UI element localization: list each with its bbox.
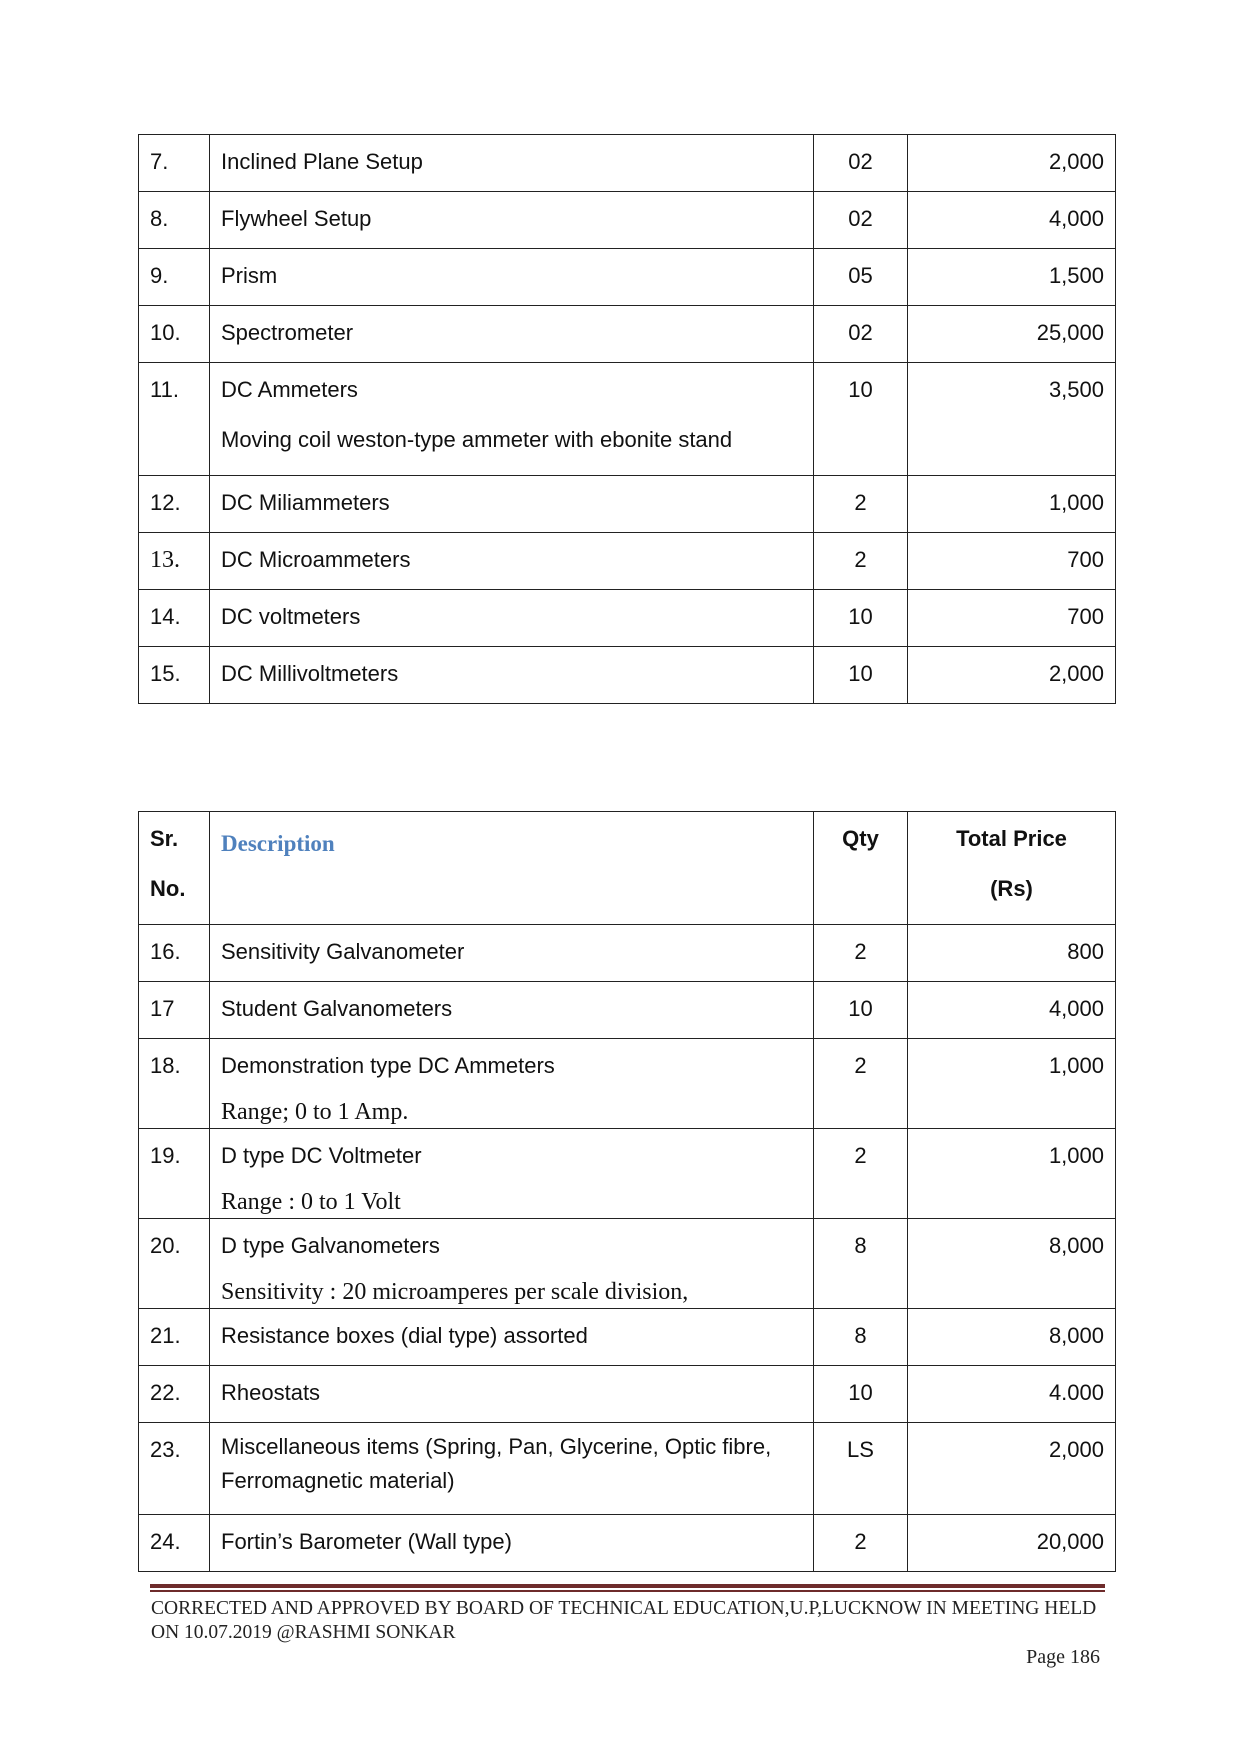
description-detail: Range : 0 to 1 Volt: [221, 1189, 401, 1215]
sr-cell: 21.: [139, 1309, 210, 1366]
price-cell: 4,000: [908, 982, 1116, 1039]
qty-cell: 10: [814, 590, 908, 647]
sr-cell: 11.: [139, 363, 210, 476]
header-sr-no: [139, 812, 210, 925]
table-row: [139, 1423, 1116, 1515]
qty-cell: 10: [814, 1366, 908, 1423]
table-row: [139, 1129, 1116, 1219]
description-title: D type Galvanometers: [221, 1233, 440, 1258]
description-cell: Rheostats: [210, 1366, 814, 1423]
qty-cell: 02: [814, 306, 908, 363]
page-number: Page 186: [1026, 1646, 1100, 1668]
qty-cell: 10: [814, 647, 908, 704]
description-cell: Prism: [210, 249, 814, 306]
description-detail: Range; 0 to 1 Amp.: [221, 1099, 409, 1125]
price-cell: 1,000: [908, 1129, 1116, 1219]
equipment-table: [138, 811, 1116, 1572]
equipment-table-continued: [138, 134, 1116, 704]
header-description-label: Description: [221, 831, 335, 856]
price-cell: 3,500: [908, 363, 1116, 476]
header-price-line1: Total Price: [956, 826, 1067, 851]
price-cell: 700: [908, 590, 1116, 647]
table-row: [139, 306, 1116, 363]
qty-cell: 2: [814, 1515, 908, 1572]
table-row: [139, 982, 1116, 1039]
table-row: [139, 363, 1116, 476]
footer-approval-note: CORRECTED AND APPROVED BY BOARD OF TECHNICAL EDUCATION,U.P,LUCKNOW IN MEETING HELD ON 10.07.2019 @RASHMI SONKAR: [151, 1598, 1097, 1643]
sr-cell: 24.: [139, 1515, 210, 1572]
price-cell: 25,000: [908, 306, 1116, 363]
sr-cell: 13.: [139, 533, 210, 590]
description-cell: DC Microammeters: [210, 533, 814, 590]
table-row: [139, 192, 1116, 249]
description-cell: Resistance boxes (dial type) assorted: [210, 1309, 814, 1366]
table-row: [139, 590, 1116, 647]
header-total-price: [908, 812, 1116, 925]
sr-cell: 22.: [139, 1366, 210, 1423]
price-cell: 4.000: [908, 1366, 1116, 1423]
description-cell: Miscellaneous items (Spring, Pan, Glycerine, Optic fibre, Ferromagnetic material): [210, 1423, 814, 1515]
qty-cell: 10: [814, 982, 908, 1039]
table-header-row: [139, 812, 1116, 925]
sr-cell: 10.: [139, 306, 210, 363]
sr-cell: 12.: [139, 476, 210, 533]
qty-cell: 05: [814, 249, 908, 306]
sr-cell: 20.: [139, 1219, 210, 1309]
qty-cell: 02: [814, 192, 908, 249]
sr-cell: 19.: [139, 1129, 210, 1219]
qty-cell: 2: [814, 925, 908, 982]
header-qty: Qty: [814, 812, 908, 925]
sr-cell: 15.: [139, 647, 210, 704]
qty-cell: 2: [814, 476, 908, 533]
description-cell: Inclined Plane Setup: [210, 135, 814, 192]
price-cell: 700: [908, 533, 1116, 590]
sr-cell: 17: [139, 982, 210, 1039]
qty-cell: 2: [814, 533, 908, 590]
table-row: [139, 647, 1116, 704]
sr-cell: 8.: [139, 192, 210, 249]
header-sr-line2: No.: [150, 876, 186, 901]
description-detail: Moving coil weston-type ammeter with ebonite stand: [221, 427, 733, 452]
description-cell: Student Galvanometers: [210, 982, 814, 1039]
description-cell: Spectrometer: [210, 306, 814, 363]
qty-cell: 02: [814, 135, 908, 192]
table-row: [139, 249, 1116, 306]
description-cell: Flywheel Setup: [210, 192, 814, 249]
qty-cell: 8: [814, 1219, 908, 1309]
table-row: [139, 476, 1116, 533]
table-row: [139, 1219, 1116, 1309]
qty-cell: 10: [814, 363, 908, 476]
description-cell: Fortin’s Barometer (Wall type): [210, 1515, 814, 1572]
header-description: [210, 812, 814, 925]
table-row: [139, 135, 1116, 192]
price-cell: 2,000: [908, 647, 1116, 704]
price-cell: 1,000: [908, 1039, 1116, 1129]
description-cell: [210, 1219, 814, 1309]
qty-cell: LS: [814, 1423, 908, 1515]
qty-cell: 8: [814, 1309, 908, 1366]
footer-divider-thin: [150, 1590, 1105, 1592]
price-cell: 1,500: [908, 249, 1116, 306]
description-cell: Sensitivity Galvanometer: [210, 925, 814, 982]
table-row: [139, 1309, 1116, 1366]
sr-cell: 14.: [139, 590, 210, 647]
price-cell: 8,000: [908, 1219, 1116, 1309]
sr-cell: 16.: [139, 925, 210, 982]
price-cell: 4,000: [908, 192, 1116, 249]
table-row: [139, 1366, 1116, 1423]
price-cell: 1,000: [908, 476, 1116, 533]
description-title: Demonstration type DC Ammeters: [221, 1053, 555, 1078]
description-cell: [210, 1039, 814, 1129]
description-title: D type DC Voltmeter: [221, 1143, 422, 1168]
footer-divider-thick: [150, 1584, 1105, 1588]
table-row: [139, 1515, 1116, 1572]
sr-cell: 23.: [139, 1423, 210, 1515]
header-price-line2: (Rs): [990, 876, 1033, 901]
header-sr-line1: Sr.: [150, 826, 179, 851]
description-cell: DC voltmeters: [210, 590, 814, 647]
sr-cell: 9.: [139, 249, 210, 306]
table-row: [139, 925, 1116, 982]
qty-cell: 2: [814, 1129, 908, 1219]
description-cell: DC Millivoltmeters: [210, 647, 814, 704]
table-row: [139, 1039, 1116, 1129]
sr-cell: 18.: [139, 1039, 210, 1129]
description-cell: DC Miliammeters: [210, 476, 814, 533]
price-cell: 2,000: [908, 135, 1116, 192]
description-title: DC Ammeters: [221, 377, 358, 402]
description-detail: Sensitivity : 20 microamperes per scale division,: [221, 1279, 689, 1305]
price-cell: 8,000: [908, 1309, 1116, 1366]
price-cell: 800: [908, 925, 1116, 982]
sr-cell: 7.: [139, 135, 210, 192]
price-cell: 20,000: [908, 1515, 1116, 1572]
price-cell: 2,000: [908, 1423, 1116, 1515]
description-cell: [210, 363, 814, 476]
qty-cell: 2: [814, 1039, 908, 1129]
table-row: [139, 533, 1116, 590]
description-cell: [210, 1129, 814, 1219]
